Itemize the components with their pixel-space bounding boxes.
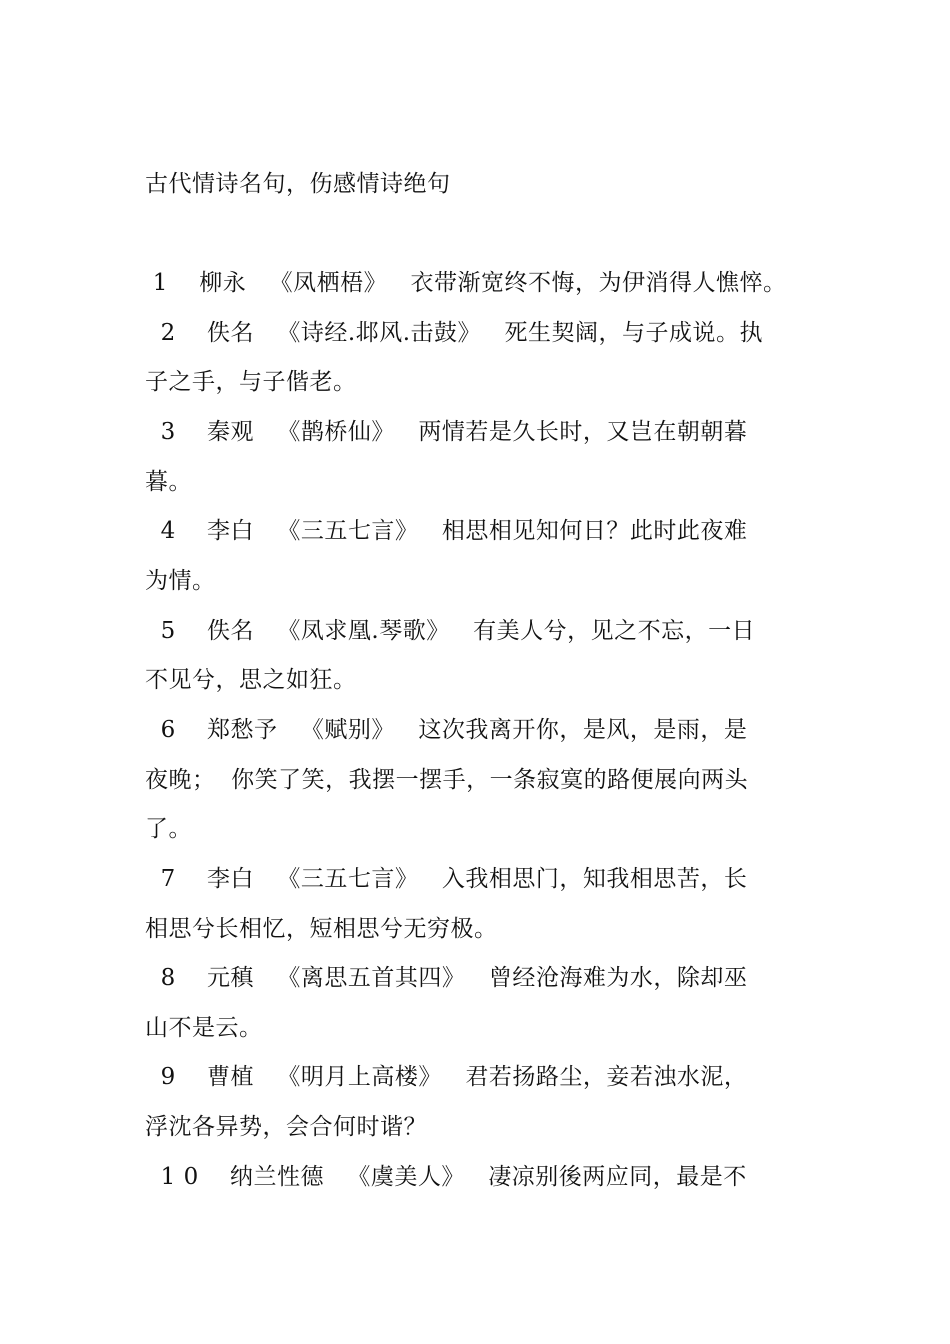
text-line: 山不是云。 — [145, 1015, 263, 1041]
text-line: 子之手，与子偕老。 — [145, 369, 357, 395]
text-line: 3 秦观 《鹊桥仙》 两情若是久长时，又岂在朝朝暮 — [145, 419, 748, 445]
document-title: 古代情诗名句，伤感情诗绝句 — [145, 171, 451, 197]
text-line: 不见兮，思之如狂。 — [145, 667, 357, 693]
text-line: 5 佚名 《凤求凰.琴歌》 有美人兮，见之不忘，一日 — [145, 618, 756, 644]
text-line: 相思兮长相忆，短相思兮无穷极。 — [145, 916, 498, 942]
text-line: 浮沈各异势，会合何时谐？ — [145, 1114, 427, 1140]
text-line: 4 李白 《三五七言》 相思相见知何日？此时此夜难 — [145, 518, 748, 544]
text-line: 了。 — [145, 816, 192, 842]
text-line: 为情。 — [145, 568, 216, 594]
text-line: 1 0 纳兰性德 《虞美人》 凄凉别後两应同，最是不 — [145, 1164, 747, 1190]
text-line: 7 李白 《三五七言》 入我相思门，知我相思苦，长 — [145, 866, 748, 892]
text-line: 夜晚； 你笑了笑，我摆一摆手，一条寂寞的路便展向两头 — [145, 767, 749, 793]
text-line: 9 曹植 《明月上高楼》 君若扬路尘，妾若浊水泥， — [145, 1064, 748, 1090]
text-line: 1 柳永 《凤栖梧》 衣带渐宽终不悔，为伊消得人憔悴。 — [145, 270, 787, 296]
text-line: 6 郑愁予 《赋别》 这次我离开你，是风，是雨，是 — [145, 717, 748, 743]
text-line: 8 元稹 《离思五首其四》 曾经沧海难为水，除却巫 — [145, 965, 748, 991]
text-line: 2 佚名 《诗经.邶风.击鼓》 死生契阔，与子成说。执 — [145, 320, 763, 346]
text-line: 暮。 — [145, 469, 192, 495]
